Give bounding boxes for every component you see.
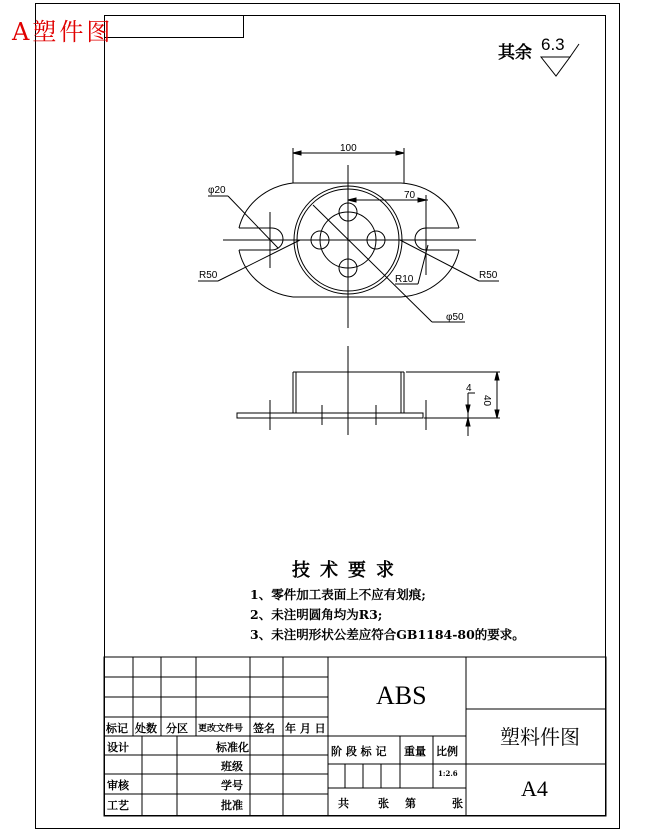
overlay-title: A塑件图	[12, 18, 114, 46]
dim-4: 4	[466, 383, 472, 394]
tb-paper-size: A4	[521, 776, 548, 801]
tb-sheet-no: 第	[405, 797, 416, 810]
tb-weight: 重量	[404, 745, 426, 758]
dim-r10: R10	[395, 274, 414, 285]
tech-req-item-3: 3、未注明形状公差应符合GB1184-80的要求。	[250, 627, 525, 642]
tb-process: 工艺	[107, 799, 129, 812]
tb-approve: 批准	[221, 799, 243, 812]
tb-drawing-name: 塑料件图	[500, 725, 580, 749]
tb-standardization: 标准化	[216, 741, 249, 754]
roughness-symbol-icon	[541, 57, 570, 76]
roughness-label: 其余	[498, 43, 532, 63]
dim-100: 100	[340, 143, 357, 154]
tb-sheets-unit1: 张	[378, 797, 389, 810]
tb-sheets-total: 共	[338, 797, 349, 810]
tb-header-mark: 标记	[106, 722, 128, 735]
tb-header-signature: 签名	[253, 722, 275, 735]
tech-req-title: 技术要求	[292, 560, 404, 581]
dim-phi50: φ50	[446, 312, 464, 323]
tech-req-item-1: 1、零件加工表面上不应有划痕;	[250, 587, 426, 602]
tb-review: 审核	[107, 779, 129, 792]
tech-req-item-2: 2、未注明圆角均为R3;	[250, 607, 383, 622]
tb-material: ABS	[376, 681, 427, 710]
tb-header-change-doc: 更改文件号	[198, 724, 244, 734]
tb-class: 班级	[221, 760, 243, 773]
roughness-value: 6.3	[541, 35, 565, 54]
tb-header-zone: 分区	[166, 722, 188, 735]
dim-r50-left: R50	[199, 270, 218, 281]
dim-70: 70	[404, 190, 416, 201]
dim-40: 40	[481, 395, 492, 407]
tb-stage-mark: 阶 段 标 记	[331, 745, 387, 758]
tb-scale-label: 比例	[436, 745, 458, 758]
tb-header-count: 处数	[135, 722, 157, 735]
dim-phi20: φ20	[208, 185, 226, 196]
tb-design: 设计	[107, 741, 129, 754]
dim-r50-right: R50	[479, 270, 498, 281]
tb-header-date: 年 月 日	[285, 722, 326, 735]
tb-sheets-unit2: 张	[452, 797, 463, 810]
tb-student-id: 学号	[221, 779, 243, 792]
tb-scale-value: 1:2.6	[438, 769, 458, 778]
